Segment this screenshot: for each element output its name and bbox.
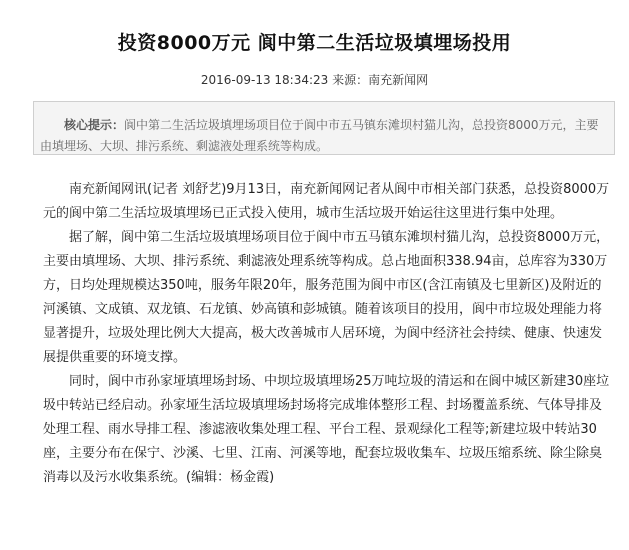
- summary-box: [33, 101, 615, 155]
- summary-text: 阆中第二生活垃圾填埋场项目位于阆中市五马镇东滩坝村猫儿沟，总投资8000万元，主要由填埋场、大坝、排污系统、剩滤液处理系统等构成。: [40, 118, 599, 153]
- publish-datetime: 2016-09-13 18:34:23: [200, 73, 329, 87]
- body-paragraph: 据了解，阆中第二生活垃圾填埋场项目位于阆中市五马镇东滩坝村猫儿沟，总投资8000万元，主要由填埋场、大坝、排污系统、剩滤液处理系统等构成。总占地面积338.94亩，总库容为330万方，日均处理规模达350吨，服务年限20年，服务范围为阆中市区(含江南镇及七里新区)及附近的河溪镇、文成镇、双龙镇、石龙镇、妙高镇和彭城镇。随着该项目的投用，阆中市垃圾处理能力将显著提升，垃圾处理比例大大提高，极大改善城市人居环境，为阆中经济社会持续、健康、快速发展提供重要的环境支撑。: [43, 230, 610, 365]
- article-body: [43, 178, 613, 490]
- source-link[interactable]: 南充新闻网: [368, 73, 429, 87]
- body-paragraph: 同时，阆中市孙家垭填埋场封场、中坝垃圾填埋场25万吨垃圾的清运和在阆中城区新建30座垃圾中转站已经启动。孙家垭生活垃圾填埋场封场将完成堆体整形工程、封场覆盖系统、气体导排及处理工程、雨水导排工程、渗滤液收集处理工程、平台工程、景观绿化工程等;新建垃圾中转站30座，主要分布在保宁、沙溪、七里、江南、河溪等地，配套垃圾收集车、垃圾压缩系统、除尘除臭消毒以及污水收集系统。(编辑：杨金霞): [43, 374, 610, 485]
- article-title: 投资8000万元 阆中第二生活垃圾填埋场投用: [117, 32, 512, 54]
- summary-label: 核心提示：: [64, 118, 125, 132]
- body-paragraph: 南充新闻网讯(记者 刘舒艺)9月13日，南充新闻网记者从阆中市相关部门获悉，总投资8000万元的阆中第二生活垃圾填埋场已正式投入使用，城市生活垃圾开始运往这里进行集中处理。: [43, 182, 610, 221]
- article-meta: [0, 71, 629, 88]
- source-label: 来源：: [332, 73, 369, 87]
